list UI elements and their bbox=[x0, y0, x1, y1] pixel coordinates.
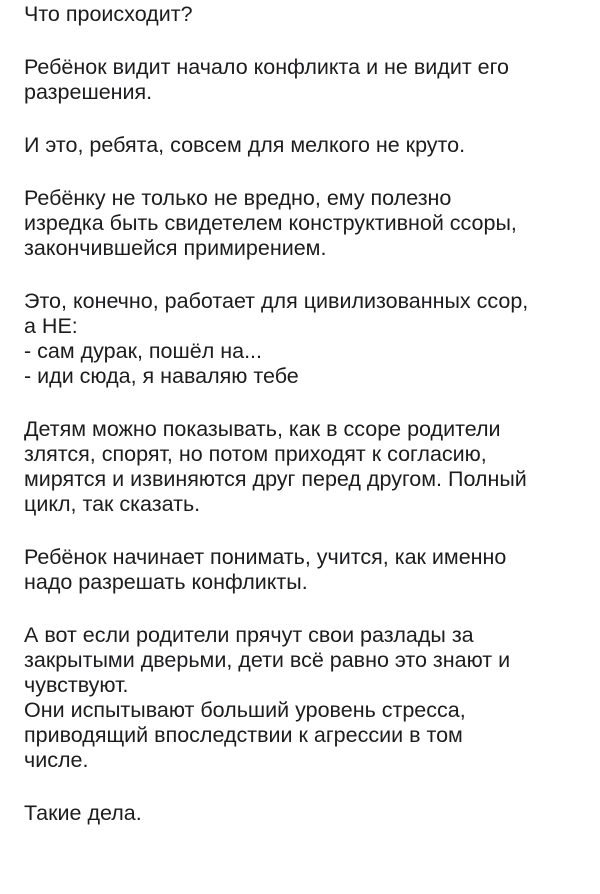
paragraph-line: Они испытывают больший уровень стресса, bbox=[24, 698, 466, 722]
paragraph-line: а НЕ: bbox=[24, 314, 78, 338]
paragraph-line: Ребёнок начинает понимать, учится, как именно bbox=[24, 545, 507, 569]
paragraph-line: мирятся и извиняются друг перед другом. Полный bbox=[24, 467, 527, 491]
paragraph-line: Ребёнок видит начало конфликта и не видит его bbox=[24, 55, 509, 79]
paragraph-line: Что происходит? bbox=[24, 2, 193, 26]
paragraph-line: Детям можно показывать, как в ссоре родители bbox=[24, 417, 501, 441]
paragraph-line: надо разрешать конфликты. bbox=[24, 570, 308, 594]
paragraph-line: числе. bbox=[24, 748, 89, 772]
paragraph-line: цикл, так сказать. bbox=[24, 492, 201, 516]
paragraph-line: закрытыми дверьми, дети всё равно это знают и bbox=[24, 648, 511, 672]
paragraph-line: приводящий впоследствии к агрессии в том bbox=[24, 723, 463, 747]
paragraph-line: Такие дела. bbox=[24, 801, 142, 825]
paragraph-line: закончившейся примирением. bbox=[24, 236, 327, 260]
paragraph-line: злятся, спорят, но потом приходят к согласию, bbox=[24, 442, 487, 466]
paragraph-line: изредка быть свидетелем конструктивной ссоры, bbox=[24, 211, 517, 235]
paragraph-line: - иди сюда, я наваляю тебе bbox=[24, 364, 299, 388]
paragraph-line: А вот если родители прячут свои разлады за bbox=[24, 623, 474, 647]
paragraph-line: разрешения. bbox=[24, 80, 153, 104]
paragraph-line: Ребёнку не только не вредно, ему полезно bbox=[24, 186, 452, 210]
paragraph-line: Это, конечно, работает для цивилизованных ссор, bbox=[24, 289, 529, 313]
message-text bbox=[24, 0, 592, 826]
paragraph-line: - сам дурак, пошёл на... bbox=[24, 339, 262, 363]
paragraph-line: чувствуют. bbox=[24, 673, 129, 697]
paragraph-line: И это, ребята, совсем для мелкого не круто. bbox=[24, 133, 466, 157]
